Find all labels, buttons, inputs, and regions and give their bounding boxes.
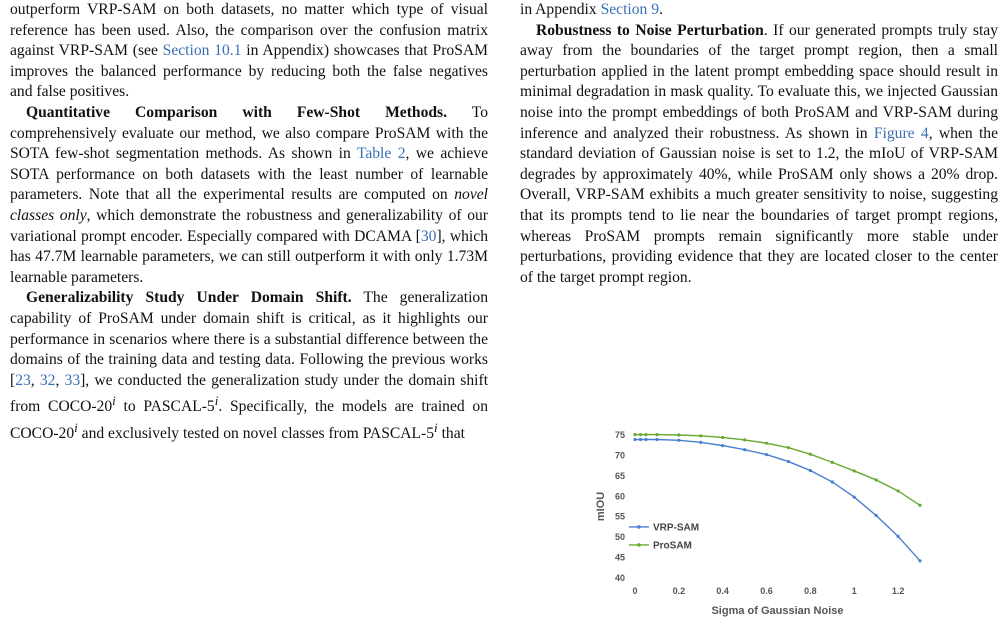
paragraph-appendix: in Appendix Section 9. [520, 1, 663, 18]
x-tick-label: 0.6 [760, 586, 773, 596]
series-point-vrp-sam [644, 438, 647, 441]
y-tick-label: 65 [614, 470, 625, 481]
y-tick-label: 60 [614, 491, 625, 502]
heading-few-shot: Quantitative Comparison with Few-Shot Methods. [26, 103, 448, 121]
paragraph-confusion-matrix: outperform VRP-SAM on both datasets, no matter which type of visual reference has been used. Also, the comparison over the confusion matrix against VRP-SAM (see Section 10.1 in Appendix) showcases that ProSAM improves the balanced performance by reducing both the false negatives and false positives. [10, 1, 489, 101]
series-point-prosam [677, 433, 680, 436]
section-link[interactable]: Section 9 [600, 1, 660, 18]
paragraph-domain-shift: Generalizability Study Under Domain Shift. The generalization capability of ProSAM under domain shift is critical, as it highlights our performance in scenarios where there is a substantial difference between the domains of the training data and testing data. Following the previous works [23, 32, 33], we conducted the generalization study under the domain shift from COCO-20$^i$ to PASCAL-5$^i$. Specifically, the models are trained on COCO-20$^i$ and exclusively tested on novel classes from PASCAL-5$^i$ that [10, 289, 489, 443]
series-point-vrp-sam [677, 439, 680, 442]
x-tick-label: 0 [632, 586, 638, 596]
x-tick-label: 0.2 [672, 586, 686, 596]
paragraph-robustness: Robustness to Noise Perturbation. If our generated prompts truly stay away from the boundaries of the target prompt region, then a small perturbation applied in the latent prompt embedding space should result in minimal degradation in mask quality. To evaluate this, we injected Gaussian noise into the prompt embeddings of both ProSAM and VRP-SAM during inference and analyzed their robustness. As shown in Figure 4, when the standard deviation of Gaussian noise is set to 1.2, the mIoU of VRP-SAM degrades by approximately 40%, while ProSAM only shows a 20% drop. Overall, VRP-SAM exhibits a much greater sensitivity to noise, suggesting that its prompts tend to lie near the boundaries of target prompt regions, whereas ProSAM prompts remain significantly more stable under perturbations, providing evidence that they are located closer to the center of the target prompt region. [520, 21, 998, 286]
series-point-prosam [787, 446, 790, 449]
series-point-vrp-sam [633, 438, 636, 441]
series-point-vrp-sam [699, 441, 702, 444]
legend-label: ProSAM [653, 540, 692, 552]
citation-link[interactable]: 33 [64, 371, 81, 389]
series-point-vrp-sam [743, 448, 746, 451]
legend-marker [637, 543, 641, 547]
series-point-prosam [765, 442, 768, 445]
series-point-vrp-sam [853, 496, 856, 499]
series-point-prosam [918, 504, 921, 507]
x-tick-label: 0.8 [804, 586, 817, 596]
series-point-vrp-sam [809, 469, 812, 472]
series-point-prosam [809, 453, 812, 456]
y-tick-label: 45 [614, 552, 625, 563]
series-point-prosam [699, 434, 702, 437]
series-point-prosam [875, 478, 878, 481]
series-point-vrp-sam [831, 480, 834, 483]
series-point-vrp-sam [918, 559, 921, 562]
series-point-prosam [633, 433, 636, 436]
heading-domain-shift: Generalizability Study Under Domain Shift. [26, 289, 352, 307]
paragraph-few-shot: Quantitative Comparison with Few-Shot Methods. To comprehensively evaluate our method, we also compare ProSAM with the SOTA few-shot segmentation methods. As shown in Table 2, we achieve SOTA performance on both datasets with the least number of learnable parameters. Note that all the experimental results are computed on novel classes only, which demonstrate the robustness and generalizability of our variational prompt encoder. Especially compared with DCAMA [30], which has 47.7M learnable parameters, we can still outperform it with only 1.73M learnable parameters. [10, 103, 488, 286]
series-point-vrp-sam [765, 453, 768, 456]
series-point-vrp-sam [639, 438, 642, 441]
plot-area [595, 430, 922, 617]
citation-link[interactable]: 23 [15, 371, 31, 389]
series-point-vrp-sam [787, 460, 790, 463]
noise-robustness-chart [590, 420, 930, 620]
series-point-vrp-sam [655, 438, 658, 441]
series-point-prosam [639, 433, 642, 436]
x-tick-label: 0.4 [716, 586, 729, 596]
x-tick-label: 1 [851, 586, 857, 596]
series-point-prosam [743, 438, 746, 441]
series-point-prosam [644, 433, 647, 436]
series-point-prosam [655, 433, 658, 436]
legend-marker [637, 525, 641, 529]
series-point-prosam [896, 489, 899, 492]
x-tick-label: 1.2 [891, 586, 905, 596]
table-link[interactable]: Table 2 [356, 145, 406, 163]
series-point-prosam [831, 461, 834, 464]
citation-link[interactable]: 30 [420, 227, 437, 245]
y-axis-label: mIOU [595, 491, 607, 522]
y-tick-label: 70 [614, 450, 625, 461]
citation-link[interactable]: 32 [39, 371, 56, 389]
left-column [10, 0, 488, 445]
series-point-prosam [853, 469, 856, 472]
section-link[interactable]: Section 10.1 [162, 42, 242, 60]
y-tick-label: 55 [614, 511, 625, 522]
right-column [520, 0, 998, 288]
series-point-vrp-sam [721, 444, 724, 447]
x-axis-label: Sigma of Gaussian Noise [711, 605, 844, 617]
figure-link[interactable]: Figure 4 [873, 124, 929, 142]
heading-robustness: Robustness to Noise Perturbation [536, 21, 764, 39]
y-tick-label: 50 [614, 532, 625, 543]
series-point-prosam [721, 436, 724, 439]
y-tick-label: 75 [614, 430, 625, 440]
series-point-vrp-sam [875, 514, 878, 517]
series-line-prosam [635, 435, 920, 506]
y-tick-label: 40 [614, 573, 625, 583]
legend-label: VRP-SAM [653, 522, 700, 534]
series-point-vrp-sam [896, 535, 899, 538]
